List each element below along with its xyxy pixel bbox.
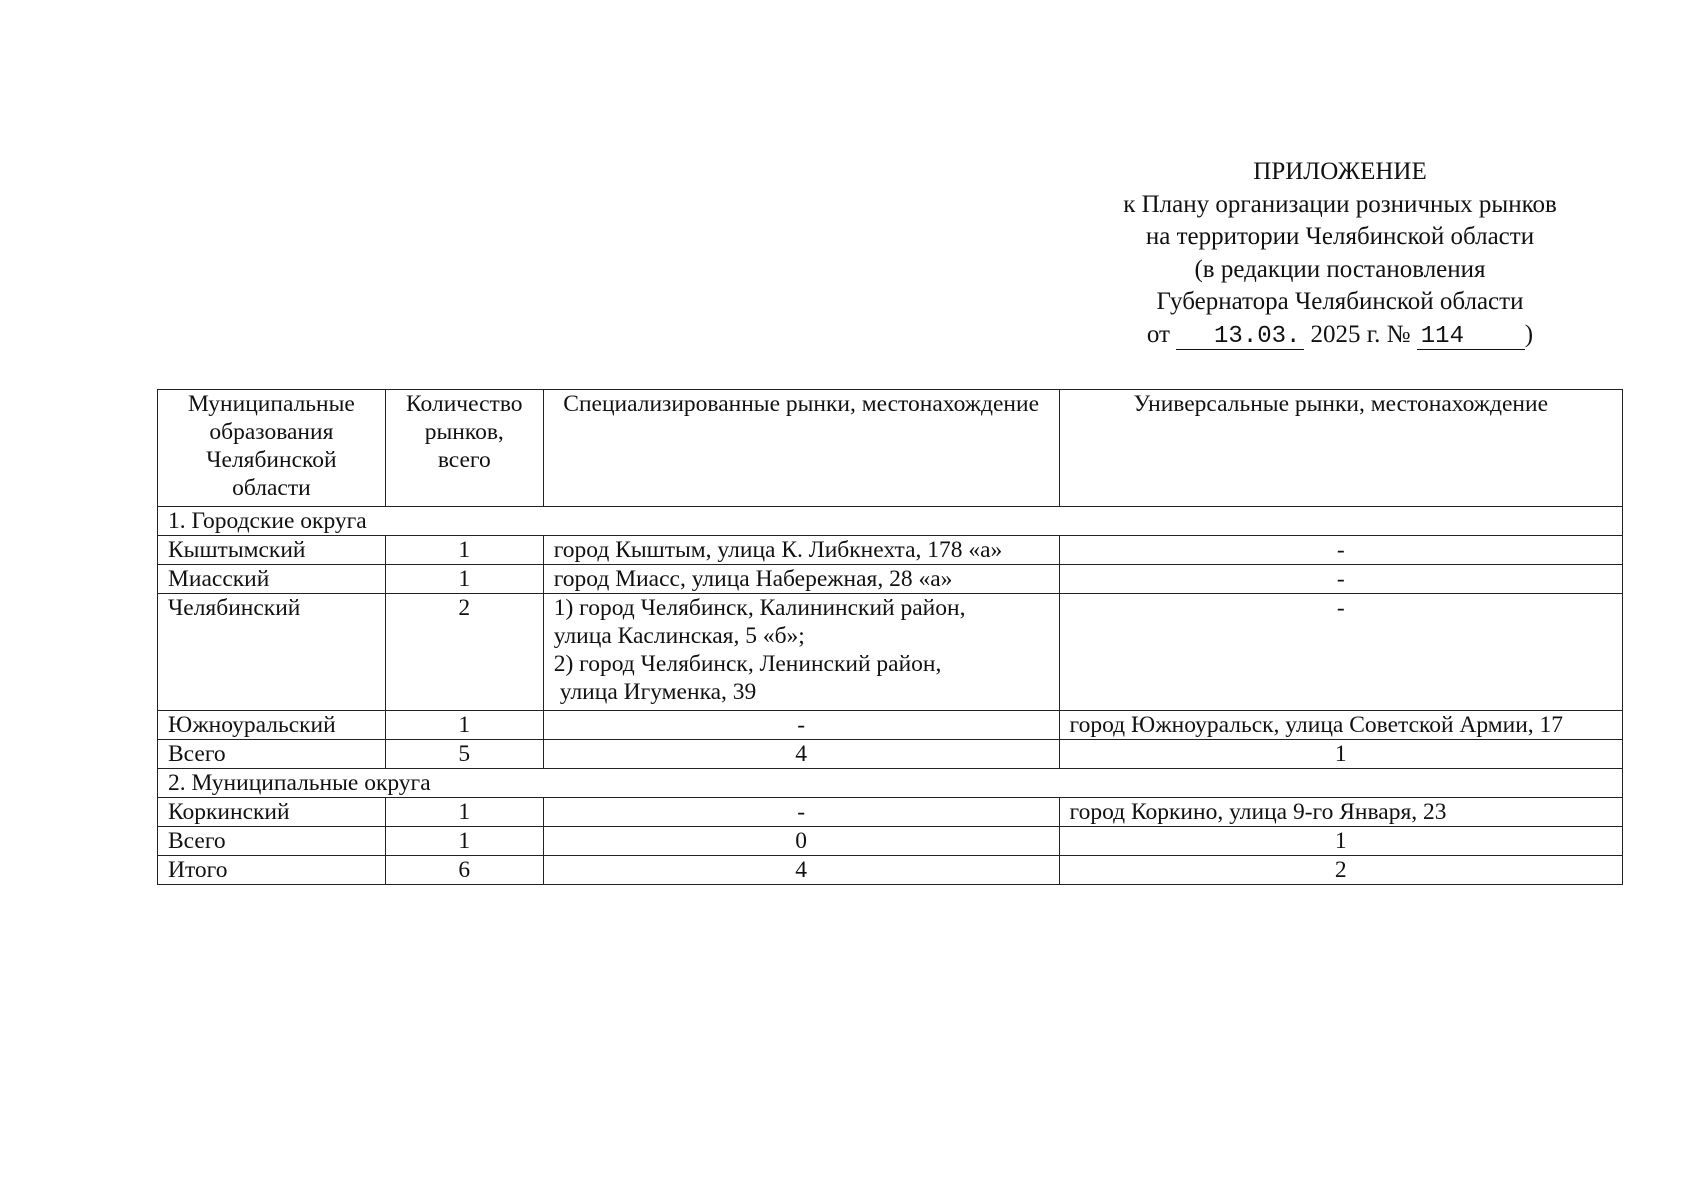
cell-count: 1 <box>385 711 543 740</box>
appendix-header <box>1050 156 1630 351</box>
specialized-line: улица Каслинская, 5 «б»; <box>553 623 805 649</box>
specialized-line: улица Игуменка, 39 <box>559 679 757 705</box>
document-number: 114 <box>1420 322 1464 350</box>
header-markets-count: Количество рынков, всего <box>385 390 543 507</box>
cell-name: Всего <box>158 740 386 769</box>
cell-name: Коркинский <box>158 798 386 827</box>
appendix-line-1: к Плану организации розничных рынков <box>1123 190 1557 218</box>
cell-specialized: 4 <box>543 856 1059 885</box>
appendix-line-2: на территории Челябинской области <box>1145 223 1535 250</box>
appendix-title: ПРИЛОЖЕНИЕ <box>1253 158 1427 185</box>
cell-universal: - <box>1059 594 1622 711</box>
specialized-line: 1) город Челябинск, Калининский район, <box>553 595 966 621</box>
number-blank <box>1417 323 1525 350</box>
header-municipalities: Муниципальные образования Челябинской области <box>158 390 386 507</box>
cell-specialized: - <box>543 798 1059 827</box>
table-row <box>158 565 1623 594</box>
cell-universal: 1 <box>1059 827 1622 856</box>
date-prefix: от <box>1146 320 1170 348</box>
cell-count: 1 <box>385 565 543 594</box>
cell-universal: - <box>1059 536 1622 565</box>
cell-universal: 2 <box>1059 856 1622 885</box>
table-header-row <box>158 390 1623 507</box>
cell-count: 5 <box>385 740 543 769</box>
cell-count: 6 <box>385 856 543 885</box>
cell-name: Челябинский <box>158 594 386 711</box>
cell-name: Кыштымский <box>158 536 386 565</box>
table-row <box>158 594 1623 711</box>
cell-count: 2 <box>385 594 543 711</box>
cell-universal: 1 <box>1059 740 1622 769</box>
cell-universal: город Южноуральск, улица Советской Армии, 17 <box>1059 711 1622 740</box>
cell-count: 1 <box>385 798 543 827</box>
cell-universal: город Коркино, улица 9-го Января, 23 <box>1059 798 1622 827</box>
table-row <box>158 536 1623 565</box>
date-value: 13.03. <box>1214 322 1301 350</box>
cell-specialized <box>543 594 1059 711</box>
table-row <box>158 711 1623 740</box>
cell-universal: - <box>1059 565 1622 594</box>
cell-name: Южноуральский <box>158 711 386 740</box>
closing-paren: ) <box>1524 320 1534 348</box>
header-specialized: Специализированные рынки, местонахождение <box>543 390 1059 507</box>
table-row <box>158 798 1623 827</box>
section-row <box>158 769 1623 798</box>
specialized-line: 2) город Челябинск, Ленинский район, <box>553 651 942 677</box>
cell-name: Итого <box>158 856 386 885</box>
year-text: 2025 г. № <box>1310 320 1411 348</box>
cell-specialized: 4 <box>543 740 1059 769</box>
header-universal: Универсальные рынки, местонахождение <box>1059 390 1622 507</box>
section-title-urban-districts: 1. Городские округа <box>158 507 1623 536</box>
markets-table <box>157 389 1623 885</box>
grand-total-row <box>158 856 1623 885</box>
appendix-line-4: Губернатора Челябинской области <box>1156 288 1524 315</box>
section-row <box>158 507 1623 536</box>
subtotal-row <box>158 827 1623 856</box>
appendix-date-line <box>1050 319 1630 352</box>
cell-count: 1 <box>385 536 543 565</box>
cell-count: 1 <box>385 827 543 856</box>
cell-specialized: город Кыштым, улица К. Либкнехта, 178 «а» <box>543 536 1059 565</box>
subtotal-row <box>158 740 1623 769</box>
cell-specialized: 0 <box>543 827 1059 856</box>
cell-name: Миасский <box>158 565 386 594</box>
section-title-municipal-districts: 2. Муниципальные округа <box>158 769 1623 798</box>
date-blank <box>1176 323 1304 350</box>
cell-specialized: - <box>543 711 1059 740</box>
cell-name: Всего <box>158 827 386 856</box>
appendix-line-3: (в редакции постановления <box>1194 255 1486 283</box>
cell-specialized: город Миасс, улица Набережная, 28 «а» <box>543 565 1059 594</box>
